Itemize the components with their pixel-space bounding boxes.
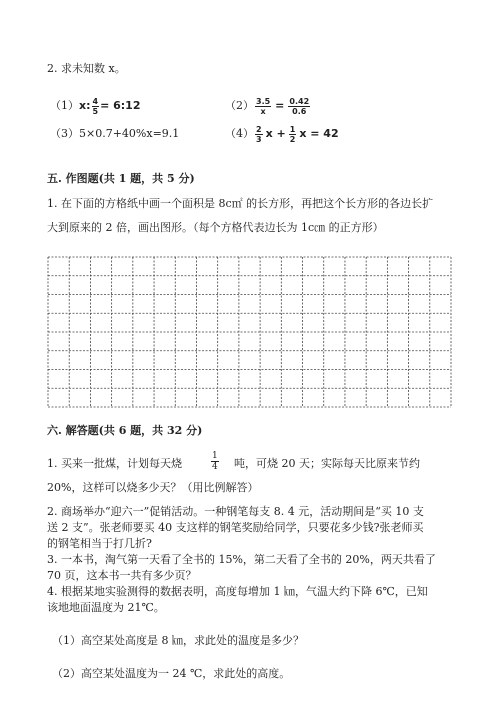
fraction-denominator: 3 <box>256 134 262 144</box>
q2-p4-post: x = 42 <box>299 127 339 140</box>
fraction-numerator: 1 <box>289 124 296 134</box>
q2-problem-2 <box>225 96 311 116</box>
section-5-q1-line2: 大到原来的 2 倍，画出图形。（每个方格代表边长为 1c㎝ 的正方形） <box>47 221 384 234</box>
q2-p4-fraction-1 <box>255 125 263 144</box>
fraction-numerator: 0.42 <box>289 96 310 106</box>
fraction-numerator: 4 <box>92 96 99 106</box>
q2-p2-fraction-right <box>288 97 310 116</box>
q2-p1-fraction <box>92 97 100 116</box>
q2-p2-fraction-left <box>255 97 271 116</box>
q2-p4-fraction-2 <box>289 125 297 144</box>
section-6-q4-line1: 4. 根据某地实验测得的数据表明，高度每增加 1 ㎞，气温大约下降 6℃，已知 <box>47 585 428 598</box>
section-6-q1-post: 吨，可烧 20 天；实际每天比原来节约 <box>234 457 420 470</box>
q2-p2-label: （2） <box>225 99 254 112</box>
section-6-q2-line2: 送 2 支”。张老师要买 40 支这样的钢笔奖励给同学，只要花多少钱?张老师买 <box>47 521 424 534</box>
q2-problem-4 <box>225 124 339 144</box>
section-5-heading: 五. 作图题(共 1 题，共 5 分) <box>47 172 195 185</box>
q2-p1-post: = 6:12 <box>100 99 141 112</box>
section-5-q1-line1: 1. 在下面的方格纸中画一个面积是 8c㎡ 的长方形，再把这个长方形的各边长扩 <box>47 197 434 210</box>
q2-p2-equals: = <box>275 99 285 112</box>
section-6-q1-fraction <box>211 451 219 472</box>
q2-p1-pre: x: <box>79 99 91 112</box>
section-6-q1-pre: 1. 买来一批煤，计划每天烧 <box>47 457 182 470</box>
fraction-denominator: x <box>260 106 266 116</box>
fraction-denominator: 0.6 <box>292 106 307 116</box>
q2-problem-1 <box>50 96 141 116</box>
section-6-heading: 六. 解答题(共 6 题，共 32 分) <box>47 424 203 437</box>
section-6-q2-line1: 2. 商场举办“迎六一”促销活动。一种钢笔每支 8. 4 元，活动期间是“买 10 支 <box>47 505 424 518</box>
fraction-denominator: 5 <box>92 106 99 116</box>
q2-title: 2. 求未知数 x。 <box>47 62 126 75</box>
section-6-q4-sub2: （2）高空某处温度为一 24 ℃，求此处的高度。 <box>52 667 291 680</box>
section-6-q3-line1: 3. 一本书，淘气第一天看了全书的 15%，第二天看了全书的 20%，两天共看了 <box>47 553 436 566</box>
q2-p4-mid: x + <box>265 127 286 140</box>
section-6-q2-line3: 的钢笔相当于打几折? <box>47 537 152 550</box>
fraction-denominator: 4 <box>212 462 218 472</box>
q2-p4-label: （4） <box>225 127 254 140</box>
drawing-grid[interactable] <box>47 256 452 408</box>
fraction-numerator: 3.5 <box>256 96 271 106</box>
q2-problem-3: （3）5×0.7+40%x=9.1 <box>50 127 180 140</box>
section-6-q4-line2: 该地地面温度为 21℃。 <box>47 601 165 614</box>
section-6-q1-line2: 20%，这样可以烧多少天？（用比例解答） <box>47 481 259 494</box>
fraction-denominator: 2 <box>289 134 296 144</box>
section-6-q3-line2: 70 页，这本书一共有多少页？ <box>47 569 197 582</box>
q2-p1-label: （1） <box>50 99 79 112</box>
fraction-numerator: 1 <box>212 451 218 461</box>
fraction-numerator: 2 <box>256 124 262 134</box>
section-6-q4-sub1: （1）高空某处高度是 8 ㎞，求此处的温度是多少？ <box>52 634 304 647</box>
